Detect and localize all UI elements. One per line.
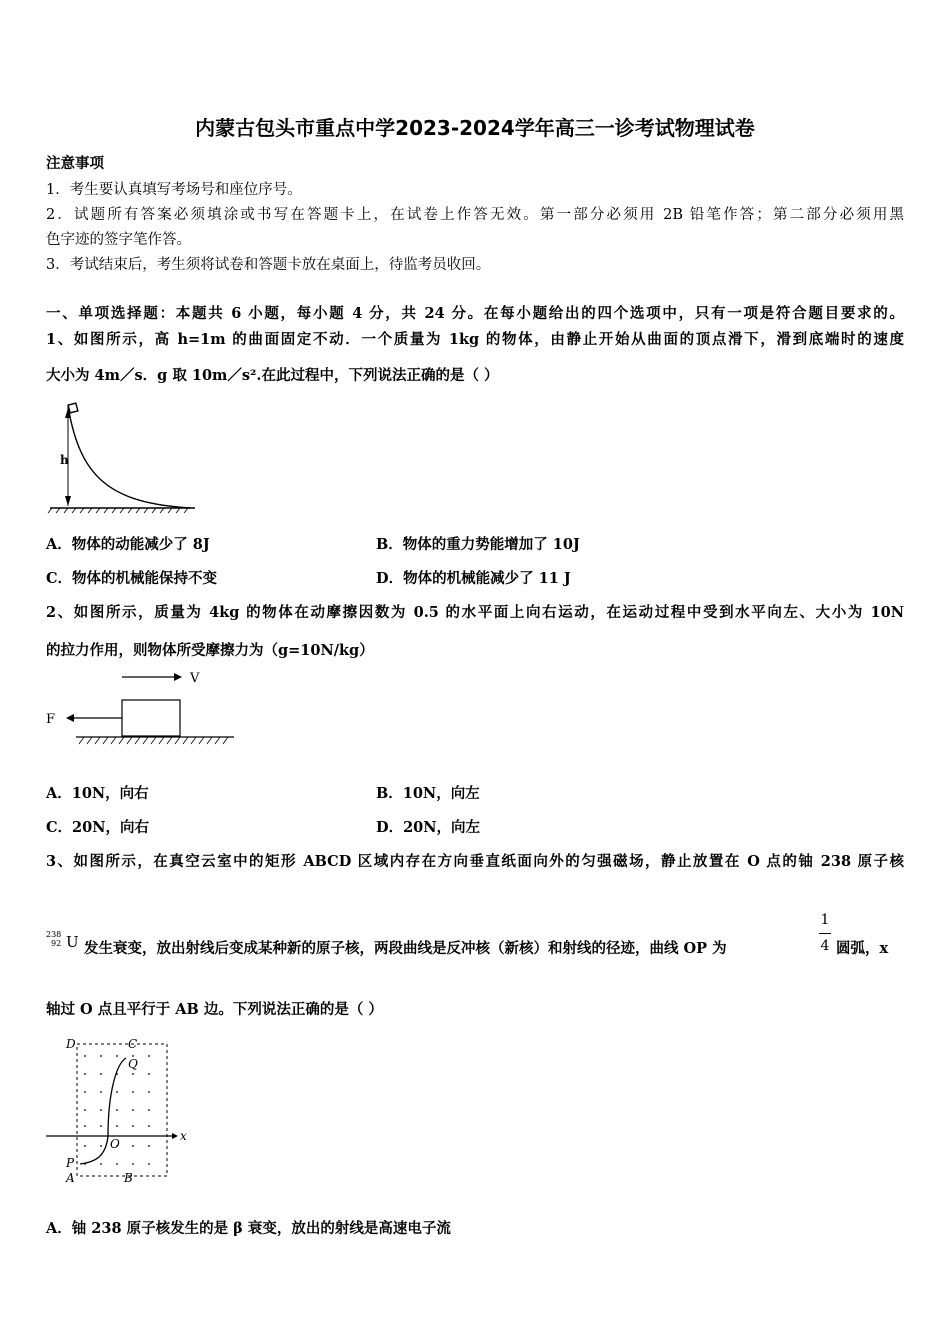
q3-fig-label-d: D (66, 1037, 76, 1051)
q3-fig-label-c: C (128, 1037, 138, 1051)
q3-fraction-numerator: 1 (820, 912, 830, 928)
q3-isotope-symbol: U (66, 933, 79, 951)
q3-isotope (46, 930, 61, 948)
q2-option-c[interactable]: C．20N，向右 (46, 819, 149, 836)
notice-item-1: 1．考生要认真填写考场号和座位序号。 (46, 182, 302, 198)
q1-fig-h-label: h (60, 453, 69, 467)
q2-option-b[interactable]: B．10N，向左 (376, 785, 480, 802)
q1-option-c[interactable]: C．物体的机械能保持不变 (46, 570, 218, 587)
q3-figure (44, 1034, 194, 1189)
q3-fig-label-x: x (180, 1129, 187, 1143)
notice-item-3: 3．考试结束后，考生须将试卷和答题卡放在桌面上，待监考员收回。 (46, 257, 491, 273)
q3-fig-label-q: Q (128, 1057, 138, 1071)
q3-fraction-bar (819, 933, 831, 934)
notice-heading: 注意事项 (46, 155, 104, 172)
q3-fig-label-a: A (66, 1171, 75, 1185)
q2-option-d[interactable]: D．20N，向左 (376, 819, 481, 836)
q3-fig-label-p: P (66, 1156, 75, 1170)
q3-isotope-number: 92 (51, 939, 62, 948)
q2-fig-v-label: V (190, 671, 200, 686)
section-heading: 一、单项选择题：本题共 6 小题，每小题 4 分，共 24 分。在每小题给出的四个选项中，只有一项是符合题目要求的。 (46, 305, 904, 322)
q3-fig-label-o: O (110, 1137, 120, 1151)
notice-item-2-cont: 色字迹的签字笔作答。 (46, 232, 191, 248)
q2-text: 2、如图所示，质量为 4kg 的物体在动摩擦因数为 0.5 的水平面上向右运动，在运动过程中受到水平向左、大小为 10N (46, 604, 904, 621)
q3-text-cont: 发生衰变，放出射线后变成某种新的原子核，两段曲线是反冲核（新核）和射线的径迹，曲线 OP 为 (84, 940, 727, 957)
q3-fraction-denominator: 4 (820, 938, 830, 954)
q3-option-a[interactable]: A．铀 238 原子核发生的是 β 衰变，放出的射线是高速电子流 (46, 1220, 451, 1237)
q2-text-cont: 的拉力作用，则物体所受摩擦力为（g=10N/kg） (46, 642, 374, 659)
q3-text-cont-end: 圆弧，x (836, 940, 889, 957)
q3-text-cont-2: 轴过 O 点且平行于 AB 边。下列说法正确的是（ ） (46, 1001, 383, 1018)
q3-isotope-mass: 238 (46, 930, 62, 939)
notice-item-2: 2．试题所有答案必须填涂或书写在答题卡上，在试卷上作答无效。第一部分必须用 2B 铅笔作答；第二部分必须用黑 (46, 207, 904, 223)
q1-option-b[interactable]: B．物体的重力势能增加了 10J (376, 536, 580, 553)
q2-figure (44, 668, 244, 753)
page-title: 内蒙古包头市重点中学2023-2024学年高三一诊考试物理试卷 (195, 116, 755, 140)
q1-figure (40, 398, 200, 518)
q2-fig-f-label: F (46, 712, 56, 727)
q3-fig-label-b: B (124, 1171, 133, 1185)
q1-text-cont: 大小为 4m／s．g 取 10m／s².在此过程中，下列说法正确的是（ ） (46, 367, 499, 384)
q1-option-d[interactable]: D．物体的机械能减少了 11 J (376, 570, 571, 587)
q3-text: 3、如图所示，在真空云室中的矩形 ABCD 区域内存在方向垂直纸面向外的匀强磁场，静止放置在 O 点的铀 238 原子核 (46, 853, 904, 870)
q1-text: 1、如图所示，高 h=1m 的曲面固定不动．一个质量为 1kg 的物体，由静止开始从曲面的顶点滑下，滑到底端时的速度 (46, 331, 904, 348)
q1-option-a[interactable]: A．物体的动能减少了 8J (46, 536, 210, 553)
q2-option-a[interactable]: A．10N，向右 (46, 785, 149, 802)
